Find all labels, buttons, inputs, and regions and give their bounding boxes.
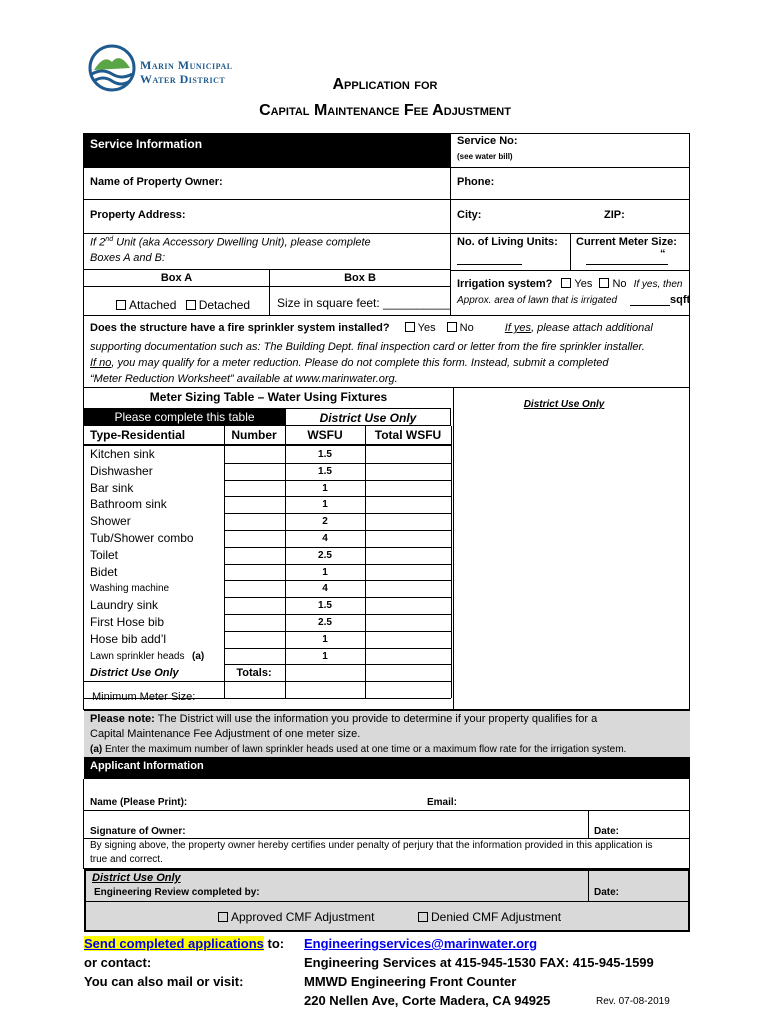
please-complete-header: Please complete this table: [84, 408, 285, 426]
note-line1: [90, 713, 597, 725]
title-line2: Capital Maintenance Fee Adjustment: [259, 102, 511, 119]
service-no-label: Service No:: [457, 135, 518, 147]
sprinkler-question: Does the structure have a fire sprinkler system installed?: [90, 322, 390, 334]
service-no-note: (see water bill): [457, 152, 513, 161]
note-line2: Capital Maintenance Fee Adjustment of one meter size.: [90, 728, 361, 740]
sprinkler-if-no: If no: [90, 357, 112, 369]
adu-sup: nd: [105, 236, 114, 243]
checkbox-icon[interactable]: [418, 912, 428, 922]
table-row-number-input[interactable]: [225, 464, 284, 480]
table-divider: [84, 681, 451, 682]
irrigation-yes: Yes: [574, 278, 593, 290]
table-row-type: Bar sink: [90, 480, 134, 495]
approved-label: Approved CMF Adjustment: [231, 910, 375, 924]
note-label: Please note:: [90, 713, 155, 725]
divider: [588, 810, 589, 838]
table-row-number-input[interactable]: [225, 514, 284, 530]
table-divider: [224, 664, 451, 665]
checkbox-icon[interactable]: [405, 322, 415, 332]
send-to: to:: [263, 936, 285, 951]
table-row-number-input[interactable]: [225, 447, 284, 463]
lawn-area-line: [630, 305, 670, 306]
name-label[interactable]: Name (Please Print):: [90, 797, 188, 808]
table-row-wsfu: 2: [322, 516, 328, 528]
table-row-wsfu: 1: [322, 566, 328, 578]
city-label[interactable]: City:: [457, 209, 482, 221]
box-b-label: Box B: [344, 272, 376, 284]
sprinkler-if-yes: If yes: [504, 322, 532, 334]
service-header: Service Information: [84, 134, 450, 167]
min-meter-label: Minimum Meter Size:: [92, 691, 196, 703]
table-row-wsfu: 2.5: [318, 617, 332, 628]
front-counter: MMWD Engineering Front Counter: [304, 974, 517, 989]
sprinkler-line2: supporting documentation such as: The Building Dept. final inspection card or letter from the fire sprinkler installer.: [90, 341, 645, 353]
logo-line1: Marin Municipal: [140, 58, 233, 72]
page-title: [0, 76, 770, 120]
approved-option[interactable]: [218, 910, 374, 924]
adu-instructions: [90, 236, 371, 249]
divider: [84, 444, 451, 446]
sprinkler-line3: [90, 357, 609, 369]
table-row-type: First Hose bib: [90, 615, 165, 629]
checkbox-icon[interactable]: [599, 278, 609, 288]
table-divider: [451, 426, 452, 698]
mail-visit-label: You can also mail or visit:: [84, 974, 244, 989]
table-row-number-input[interactable]: [225, 481, 284, 497]
table-row-wsfu: 1: [322, 499, 328, 511]
table-row-number-input[interactable]: [225, 497, 284, 513]
size-sqft-field[interactable]: Size in square feet: __________: [277, 296, 450, 310]
irrigation-label: Irrigation system?: [457, 278, 553, 290]
divider: [450, 134, 451, 315]
divider: [84, 233, 690, 234]
table-row-number-input[interactable]: [225, 565, 284, 581]
email-label[interactable]: Email:: [427, 797, 458, 808]
table-divider: [365, 426, 366, 698]
zip-label[interactable]: ZIP:: [604, 209, 625, 221]
district-use-header: District Use Only: [285, 408, 451, 426]
meter-table-title: Meter Sizing Table – Water Using Fixtures: [149, 390, 388, 404]
note-a-label: (a): [90, 744, 103, 755]
office-address: 220 Nellen Ave, Corte Madera, CA 94925: [304, 993, 551, 1008]
col-number: Number: [231, 428, 277, 442]
or-contact-label: or contact:: [84, 955, 152, 970]
title-line1: Application for: [332, 76, 438, 93]
note-text1: The District will use the information you provide to determine if your property qualifies for a: [154, 713, 598, 725]
owner-label[interactable]: Name of Property Owner:: [90, 176, 223, 188]
applicant-section: [83, 779, 690, 869]
table-row-wsfu: 4: [322, 583, 328, 595]
box-a-label: Box A: [160, 272, 193, 284]
table-row-type: Kitchen sink: [90, 447, 155, 461]
signature-label[interactable]: Signature of Owner:: [90, 826, 186, 837]
table-row-wsfu: 1: [322, 633, 328, 645]
certify-text2: true and correct.: [90, 854, 163, 865]
adu-pre: If 2: [90, 236, 106, 249]
divider: [84, 810, 690, 811]
table-row-number-input[interactable]: [225, 649, 284, 665]
sqft-label: sqft: [670, 294, 691, 306]
lawn-note: (a): [192, 650, 205, 662]
divider: [450, 270, 690, 271]
signature-date-label[interactable]: Date:: [594, 826, 620, 837]
denied-option[interactable]: [418, 910, 561, 924]
checkbox-icon[interactable]: [447, 322, 457, 332]
sprinkler-line3-rest: , you may qualify for a meter reduction. Please do not complete this form. Instead, submit a completed: [111, 357, 609, 369]
divider: [570, 233, 571, 270]
table-row-number-input[interactable]: [225, 632, 284, 648]
irrigation-row: [457, 278, 682, 290]
table-row-type: Tub/Shower combo: [90, 531, 194, 545]
irrigation-no: No: [612, 278, 627, 290]
adu-post: Unit (aka Accessory Dwelling Unit), please complete: [113, 236, 371, 249]
table-row-wsfu: 1: [322, 650, 328, 662]
table-row-wsfu: 2.5: [318, 549, 332, 561]
district-title: District Use Only: [92, 872, 181, 884]
lawn-area-label: Approx. area of lawn that is irrigated: [457, 295, 618, 306]
sprinkler-if-yes-wrap: [505, 322, 653, 334]
table-row-number-input[interactable]: [225, 615, 284, 631]
table-row-type: Hose bib add’l: [90, 631, 167, 646]
sprinkler-no: No: [459, 322, 474, 334]
meter-size-quote: “: [660, 248, 666, 260]
sprinkler-line1-rest: , please attach additional: [531, 322, 653, 334]
address-label[interactable]: Property Address:: [90, 209, 186, 221]
divider: [84, 315, 690, 316]
divider: [84, 286, 450, 287]
table-row-number-input[interactable]: [225, 548, 284, 564]
table-row-type: Shower: [90, 514, 131, 529]
table-row-type: Lawn sprinkler heads: [90, 650, 185, 662]
engineering-email-link[interactable]: Engineeringservices@marinwater.org: [304, 936, 538, 951]
send-label: Send completed applications: [84, 936, 264, 951]
district-use-row-label: District Use Only: [90, 667, 179, 679]
right-district-use: District Use Only: [523, 399, 605, 410]
col-type: Type-Residential: [90, 428, 186, 442]
checkbox-icon[interactable]: [218, 912, 228, 922]
attached-label: Attached: [129, 298, 177, 312]
detached-label: Detached: [198, 298, 251, 312]
table-row-wsfu: 1.5: [318, 449, 332, 460]
living-units-label[interactable]: No. of Living Units:: [457, 236, 558, 248]
totals-label: Totals:: [236, 667, 272, 679]
divider: [588, 871, 589, 901]
attached-option[interactable]: [116, 298, 250, 312]
table-row-wsfu: 1.5: [318, 465, 332, 477]
district-date-label: Date:: [594, 887, 620, 898]
table-row-wsfu: 4: [322, 533, 328, 544]
sprinkler-yes: Yes: [417, 322, 436, 334]
col-total: Total WSFU: [374, 428, 442, 442]
review-label: Engineering Review completed by:: [94, 887, 260, 898]
denied-label: Denied CMF Adjustment: [431, 910, 562, 924]
divider: [453, 388, 454, 710]
table-row-type: Bathroom sink: [90, 497, 167, 512]
divider: [84, 167, 690, 168]
checkbox-icon[interactable]: [116, 300, 126, 310]
checkbox-icon[interactable]: [186, 300, 196, 310]
applicant-header: Applicant Information: [84, 757, 690, 779]
table-row-type: Dishwasher: [90, 463, 153, 478]
table-row-number-input[interactable]: [225, 598, 284, 614]
table-row-number-input[interactable]: [225, 581, 284, 597]
note-line3: [90, 744, 626, 755]
if-yes-then: If yes, then: [633, 279, 683, 290]
table-row-wsfu: 1: [322, 482, 328, 494]
divider: [84, 838, 690, 839]
living-units-line: [457, 264, 522, 265]
meter-size-label[interactable]: Current Meter Size:: [576, 236, 677, 248]
table-row-type: Laundry sink: [90, 598, 159, 613]
table-row-type: Toilet: [90, 547, 119, 562]
phone-label[interactable]: Phone:: [457, 176, 495, 188]
note-a-text: Enter the maximum number of lawn sprinkler heads used at one time or a maximum flow rate for the irrigation system.: [102, 744, 627, 755]
sprinkler-line4: “Meter Reduction Worksheet” available at www.marinwater.org.: [90, 373, 398, 385]
divider: [84, 199, 690, 200]
table-row-type: Bidet: [90, 564, 118, 579]
adu-line2: Boxes A and B:: [90, 252, 166, 264]
certify-text: By signing above, the property owner hereby certifies under penalty of perjury that the information provided in this application is: [90, 840, 653, 851]
table-row-type: Washing machine: [90, 583, 170, 595]
divider: [84, 269, 450, 270]
col-wsfu: WSFU: [307, 428, 343, 442]
table-row-wsfu: 1.5: [318, 600, 332, 612]
meter-size-line: [586, 264, 668, 265]
table-row-number-input[interactable]: [225, 531, 284, 547]
send-line: [84, 936, 284, 951]
sprinkler-question-row: [90, 322, 653, 334]
revision: Rev. 07-08-2019: [596, 996, 670, 1007]
phone-fax: Engineering Services at 415-945-1530 FAX: 415-945-1599: [304, 955, 654, 970]
checkbox-icon[interactable]: [561, 278, 571, 288]
logo-line2: Water District: [140, 72, 226, 86]
